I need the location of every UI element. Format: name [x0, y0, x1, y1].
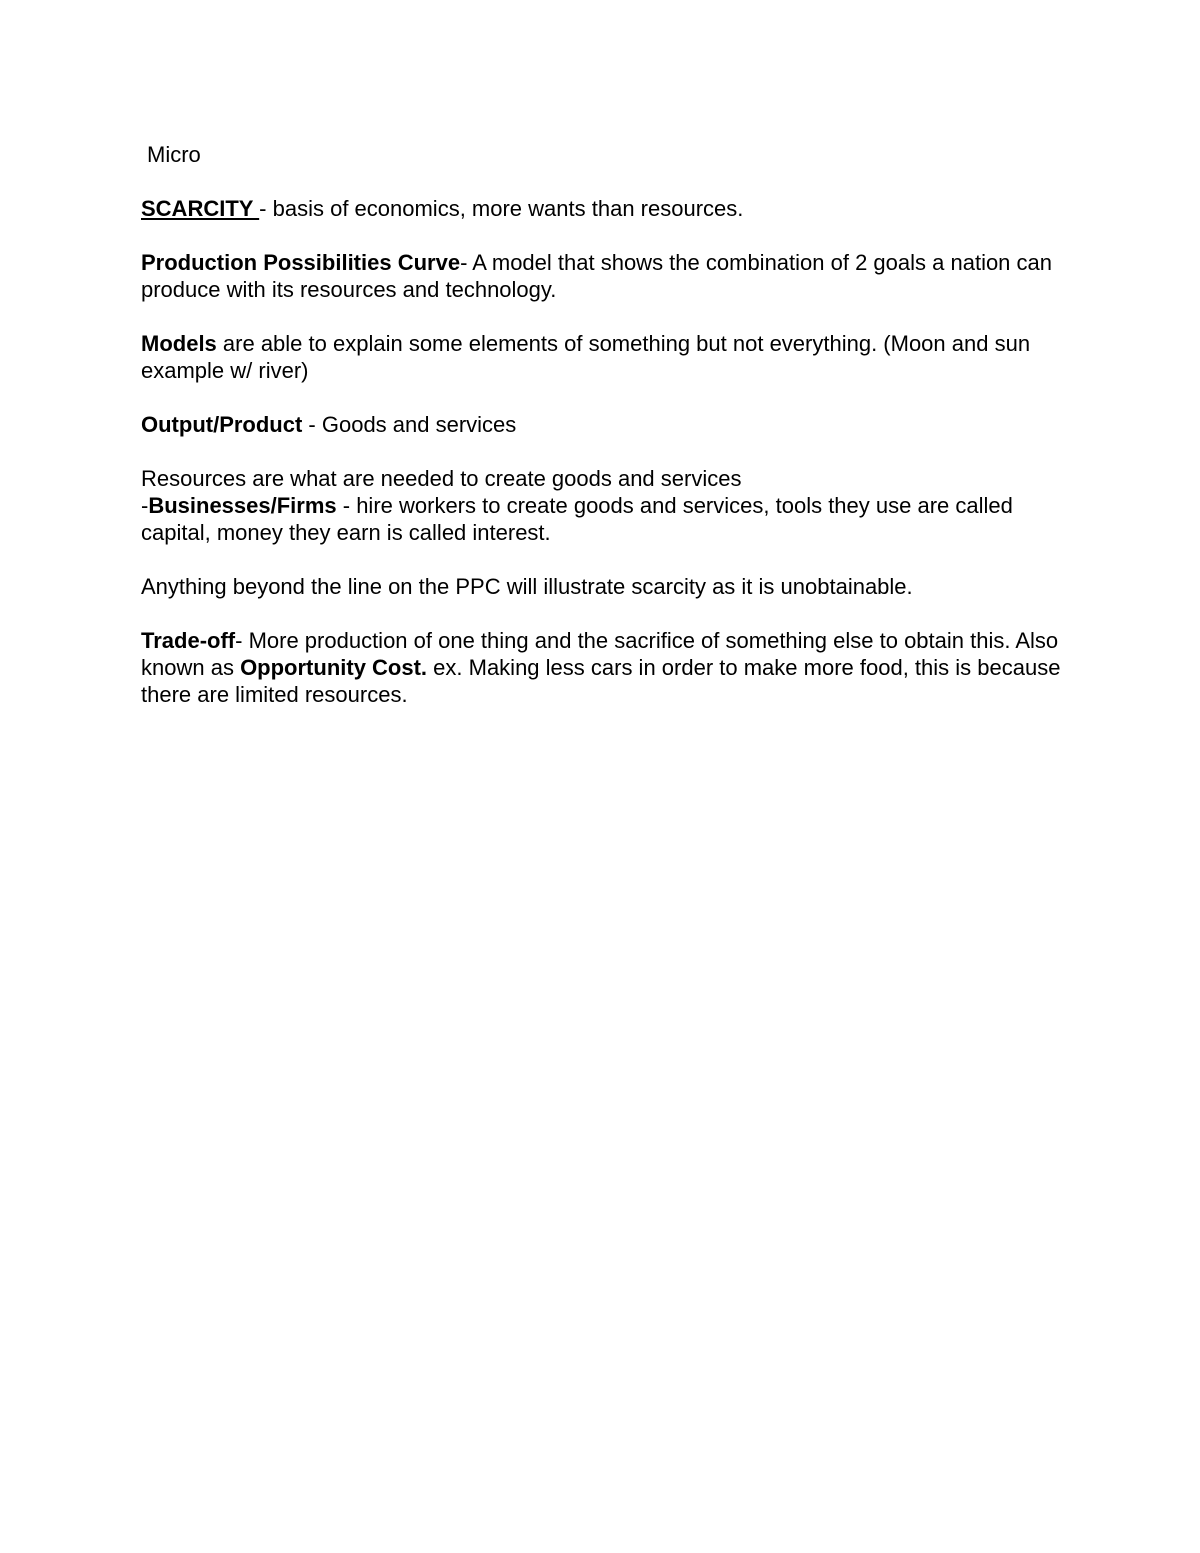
opportunity-cost-term: Opportunity Cost.	[240, 655, 428, 680]
tradeoff-text-b: ex. Making less cars in order to make more food, this is because there are limited resources.	[141, 655, 1061, 707]
output-term: Output/Product	[141, 412, 303, 437]
models-text: are able to explain some elements of something but not everything. (Moon and sun example w/ river)	[141, 331, 1031, 383]
models-definition	[141, 330, 1061, 384]
businesses-text: - hire workers to create goods and services, tools they use are called capital, money they earn is called interest.	[141, 493, 1013, 545]
businesses-definition	[141, 492, 1061, 546]
ppc-text: - A model that shows the combination of 2 goals a nation can produce with its resources and technology.	[141, 250, 1053, 302]
tradeoff-term: Trade-off	[141, 628, 236, 653]
scarcity-term	[141, 196, 259, 221]
ppc-definition	[141, 249, 1061, 303]
beyond-line-statement: Anything beyond the line on the PPC will illustrate scarcity as it is unobtainable.	[141, 574, 913, 599]
document-title: Micro	[147, 142, 201, 167]
tradeoff-definition	[141, 627, 1061, 708]
scarcity-definition	[141, 195, 1061, 222]
businesses-prefix: -	[141, 493, 149, 518]
output-definition	[141, 411, 1061, 438]
tradeoff-text-a: - More production of one thing and the sacrifice of something else to obtain this. Also known as	[141, 628, 1059, 680]
ppc-term: Production Possibilities Curve	[141, 250, 461, 275]
scarcity-term-underlined: SCARCITY	[141, 196, 260, 221]
document-body	[141, 141, 1061, 735]
output-text: - Goods and services	[302, 412, 517, 437]
resources-statement: Resources are what are needed to create goods and services	[141, 466, 742, 491]
scarcity-text: - basis of economics, more wants than resources.	[259, 196, 744, 221]
businesses-term: Businesses/Firms	[148, 493, 337, 518]
models-term: Models	[141, 331, 217, 356]
